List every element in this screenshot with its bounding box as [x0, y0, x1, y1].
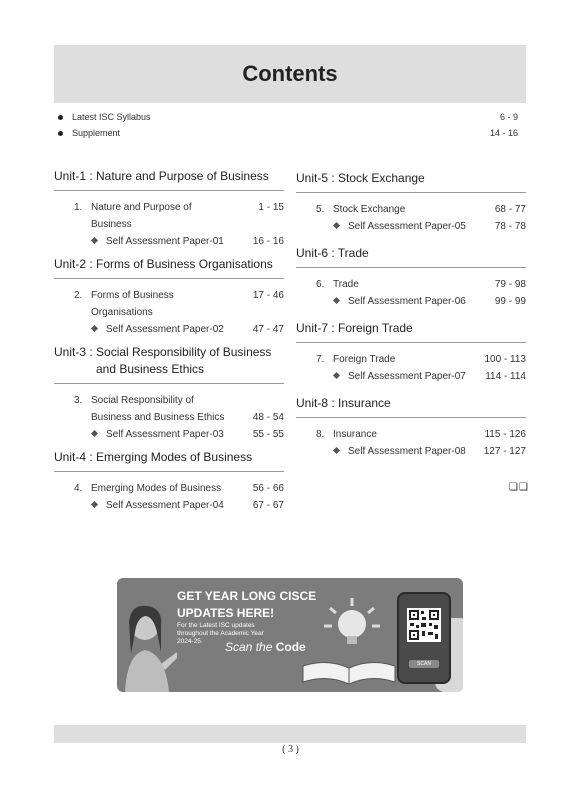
assessment-row[interactable]: Self Assessment Paper-08 127 - 127: [296, 443, 526, 460]
intro-label: Latest ISC Syllabus: [72, 112, 151, 122]
chapter-row[interactable]: 7. Foreign Trade 100 - 113: [316, 354, 526, 365]
open-book-icon: [299, 656, 399, 686]
chapter-row[interactable]: 8. Insurance 115 - 126: [316, 429, 526, 440]
page-number: ( 3 ): [282, 744, 299, 755]
assessment-row[interactable]: Self Assessment Paper-04 67 - 67: [54, 497, 284, 514]
banner-headline: GET YEAR LONG CISCE UPDATES HERE!: [177, 589, 317, 620]
unit-title: Unit-6 : Trade: [296, 245, 526, 268]
intro-pages: 14 - 16: [489, 128, 518, 138]
scan-button[interactable]: SCAN: [409, 660, 439, 668]
assessment-row[interactable]: Self Assessment Paper-05 78 - 78: [296, 218, 526, 235]
unit-1: [54, 168, 284, 250]
assessment-row[interactable]: Self Assessment Paper-03 55 - 55: [54, 426, 284, 443]
chapter-row[interactable]: 6. Trade 79 - 98: [316, 279, 526, 290]
toc-right-column: [296, 170, 526, 460]
assessment-row[interactable]: Self Assessment Paper-01 16 - 16: [54, 233, 284, 250]
unit-title: Unit-7 : Foreign Trade: [296, 320, 526, 343]
toc-left-column: [54, 168, 284, 514]
unit-title: Unit-4 : Emerging Modes of Business: [54, 449, 284, 472]
chapter-row[interactable]: 4. Emerging Modes of Business 56 - 66: [74, 483, 284, 494]
chapter-row[interactable]: 5. Stock Exchange 68 - 77: [316, 204, 526, 215]
unit-title: Unit-2 : Forms of Business Organisations: [54, 256, 284, 279]
unit-title: Unit-3 : Social Responsibility of Business and Business Ethics: [54, 344, 284, 384]
qr-code-icon[interactable]: [407, 608, 441, 642]
phone-illustration-icon: [397, 592, 451, 684]
unit-8: [296, 395, 526, 460]
chapter-row[interactable]: 1. Nature and Purpose of Business 1 - 15: [74, 202, 284, 230]
unit-4: [54, 449, 284, 514]
banner-subtext: For the Latest ISC updates throughout the Academic Year 2024-25.: [177, 622, 264, 645]
lightbulb-icon: [322, 596, 382, 656]
bullet-icon: [58, 115, 63, 120]
footer-bar: [54, 725, 526, 743]
assessment-row[interactable]: Self Assessment Paper-06 99 - 99: [296, 293, 526, 310]
intro-label: Supplement: [72, 128, 121, 138]
end-mark: ❑❑: [509, 482, 529, 493]
scan-the-code-text: Scan the Code: [225, 640, 306, 654]
chapter-row[interactable]: 2. Forms of Business Organisations 17 - 46: [74, 290, 284, 318]
bullet-icon: [58, 131, 63, 136]
unit-6: [296, 245, 526, 310]
contents-header: [54, 45, 526, 103]
intro-pages: 6 - 9: [499, 112, 518, 122]
unit-title: Unit-5 : Stock Exchange: [296, 170, 526, 193]
assessment-row[interactable]: Self Assessment Paper-07 114 - 114: [296, 368, 526, 385]
girl-illustration-icon: [117, 592, 177, 692]
unit-3: [54, 344, 284, 443]
unit-2: [54, 256, 284, 338]
unit-7: [296, 320, 526, 385]
unit-5: [296, 170, 526, 235]
page-title: Contents: [242, 61, 338, 86]
promo-banner[interactable]: [117, 578, 463, 692]
unit-title: Unit-8 : Insurance: [296, 395, 526, 418]
assessment-row[interactable]: Self Assessment Paper-02 47 - 47: [54, 321, 284, 338]
unit-title: Unit-1 : Nature and Purpose of Business: [54, 168, 284, 191]
chapter-row[interactable]: 3. Social Responsibility of Business and Business Ethics 48 - 54: [74, 395, 284, 423]
